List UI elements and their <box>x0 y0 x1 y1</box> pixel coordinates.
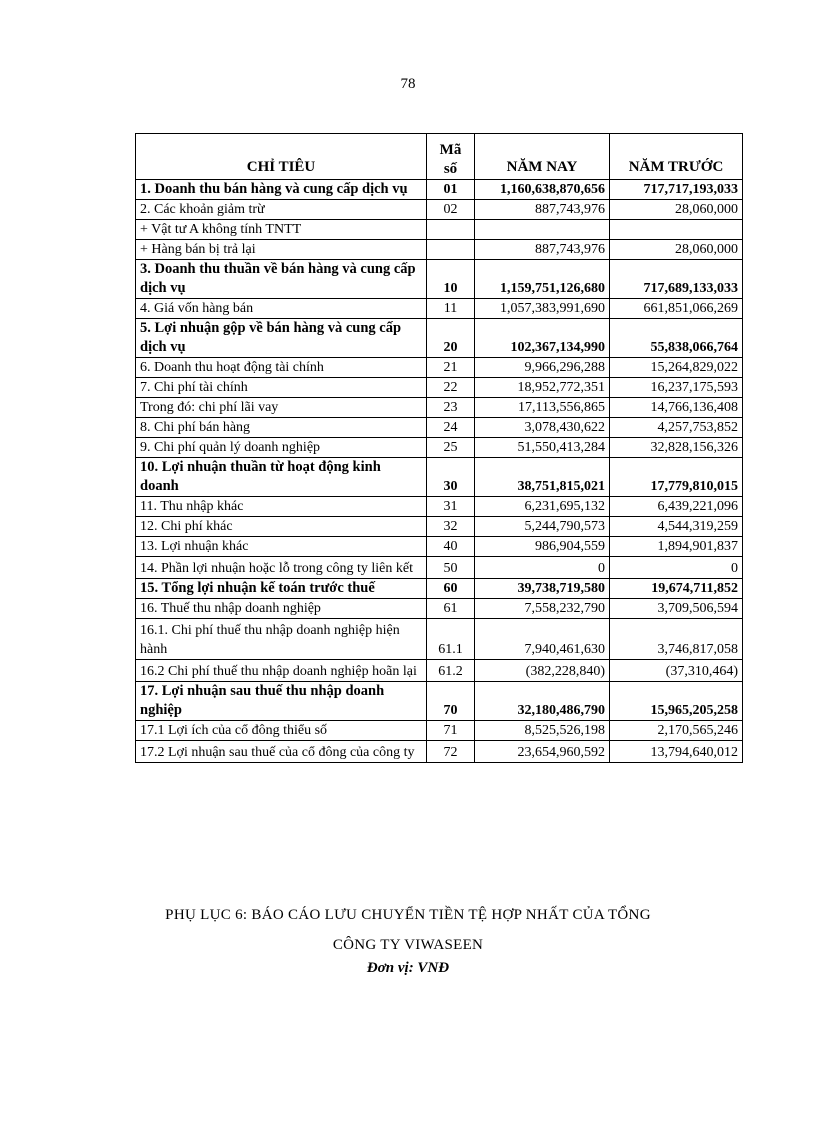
row-this-year: 1,159,751,126,680 <box>475 260 610 299</box>
row-last-year: 17,779,810,015 <box>610 458 743 497</box>
row-last-year: 717,689,133,033 <box>610 260 743 299</box>
header-code: Mã số <box>427 134 475 180</box>
row-this-year: 7,558,232,790 <box>475 599 610 619</box>
row-last-year: 32,828,156,326 <box>610 438 743 458</box>
row-code <box>427 240 475 260</box>
row-last-year: 13,794,640,012 <box>610 741 743 763</box>
row-label: 6. Doanh thu hoạt động tài chính <box>136 358 427 378</box>
row-last-year: 4,544,319,259 <box>610 517 743 537</box>
row-last-year: 28,060,000 <box>610 200 743 220</box>
row-last-year: 0 <box>610 557 743 579</box>
row-code: 71 <box>427 721 475 741</box>
row-label: 10. Lợi nhuận thuần từ hoạt động kinh doanh <box>136 458 427 497</box>
row-this-year: 9,966,296,288 <box>475 358 610 378</box>
row-label: 4. Giá vốn hàng bán <box>136 299 427 319</box>
row-last-year: 3,746,817,058 <box>610 619 743 660</box>
appendix-title <box>80 900 736 960</box>
row-last-year: 6,439,221,096 <box>610 497 743 517</box>
row-code: 23 <box>427 398 475 418</box>
row-code: 70 <box>427 682 475 721</box>
row-label: 13. Lợi nhuận khác <box>136 537 427 557</box>
row-this-year: 18,952,772,351 <box>475 378 610 398</box>
row-code: 20 <box>427 319 475 358</box>
table-row <box>136 619 743 660</box>
row-this-year: 1,160,638,870,656 <box>475 180 610 200</box>
table-row <box>136 378 743 398</box>
table-row <box>136 682 743 721</box>
row-code: 50 <box>427 557 475 579</box>
row-code: 11 <box>427 299 475 319</box>
row-this-year: 32,180,486,790 <box>475 682 610 721</box>
row-last-year: 1,894,901,837 <box>610 537 743 557</box>
unit-label: Đơn vị: VNĐ <box>366 960 450 976</box>
row-label: 17. Lợi nhuận sau thuế thu nhập doanh nghiệp <box>136 682 427 721</box>
row-code: 25 <box>427 438 475 458</box>
row-last-year: 2,170,565,246 <box>610 721 743 741</box>
table-row <box>136 240 743 260</box>
row-code <box>427 220 475 240</box>
table-row <box>136 458 743 497</box>
table-row <box>136 180 743 200</box>
table-row <box>136 220 743 240</box>
row-last-year: 19,674,711,852 <box>610 579 743 599</box>
row-this-year: 51,550,413,284 <box>475 438 610 458</box>
row-label: 2. Các khoản giảm trừ <box>136 200 427 220</box>
row-this-year: 102,367,134,990 <box>475 319 610 358</box>
row-last-year: 717,717,193,033 <box>610 180 743 200</box>
row-code: 61 <box>427 599 475 619</box>
row-label: 17.1 Lợi ích của cổ đông thiểu số <box>136 721 427 741</box>
income-statement-table <box>135 133 743 763</box>
row-this-year: 0 <box>475 557 610 579</box>
table-row <box>136 398 743 418</box>
row-this-year: 887,743,976 <box>475 240 610 260</box>
row-this-year: 887,743,976 <box>475 200 610 220</box>
row-this-year: 986,904,559 <box>475 537 610 557</box>
table-row <box>136 358 743 378</box>
table-row <box>136 260 743 299</box>
table-row <box>136 418 743 438</box>
row-this-year: 5,244,790,573 <box>475 517 610 537</box>
row-this-year: 23,654,960,592 <box>475 741 610 763</box>
row-code: 24 <box>427 418 475 438</box>
row-label: 14. Phần lợi nhuận hoặc lỗ trong công ty liên kết <box>136 557 427 579</box>
row-code: 60 <box>427 579 475 599</box>
row-label: + Vật tư A không tính TNTT <box>136 220 427 240</box>
row-code: 72 <box>427 741 475 763</box>
table-row <box>136 741 743 763</box>
table-row <box>136 319 743 358</box>
row-label: 9. Chi phí quản lý doanh nghiệp <box>136 438 427 458</box>
row-code: 40 <box>427 537 475 557</box>
row-last-year: 661,851,066,269 <box>610 299 743 319</box>
row-code: 32 <box>427 517 475 537</box>
page-number: 78 <box>400 76 416 92</box>
table-row <box>136 438 743 458</box>
row-this-year: 8,525,526,198 <box>475 721 610 741</box>
table-row <box>136 537 743 557</box>
row-this-year: 6,231,695,132 <box>475 497 610 517</box>
row-this-year: (382,228,840) <box>475 660 610 682</box>
row-last-year: 15,264,829,022 <box>610 358 743 378</box>
table-row <box>136 599 743 619</box>
row-code: 02 <box>427 200 475 220</box>
row-label: 16.2 Chi phí thuế thu nhập doanh nghiệp hoãn lại <box>136 660 427 682</box>
row-code: 61.1 <box>427 619 475 660</box>
row-this-year: 39,738,719,580 <box>475 579 610 599</box>
header-this-year: NĂM NAY <box>475 134 610 180</box>
row-last-year: 16,237,175,593 <box>610 378 743 398</box>
header-last-year: NĂM TRƯỚC <box>610 134 743 180</box>
table-row <box>136 200 743 220</box>
row-last-year: 4,257,753,852 <box>610 418 743 438</box>
row-label: 11. Thu nhập khác <box>136 497 427 517</box>
row-last-year: (37,310,464) <box>610 660 743 682</box>
row-last-year: 28,060,000 <box>610 240 743 260</box>
row-this-year: 7,940,461,630 <box>475 619 610 660</box>
row-code: 10 <box>427 260 475 299</box>
row-label: 12. Chi phí khác <box>136 517 427 537</box>
row-label: + Hàng bán bị trả lại <box>136 240 427 260</box>
appendix-title-line1: PHỤ LỤC 6: BÁO CÁO LƯU CHUYỂN TIỀN TỆ HỢP NHẤT CỦA TỔNG <box>165 907 651 923</box>
table-row <box>136 660 743 682</box>
row-label: 1. Doanh thu bán hàng và cung cấp dịch vụ <box>136 180 427 200</box>
row-this-year: 17,113,556,865 <box>475 398 610 418</box>
row-this-year <box>475 220 610 240</box>
table-row <box>136 517 743 537</box>
table-row <box>136 579 743 599</box>
row-last-year: 14,766,136,408 <box>610 398 743 418</box>
row-this-year: 38,751,815,021 <box>475 458 610 497</box>
table-row <box>136 299 743 319</box>
table-row <box>136 557 743 579</box>
row-code: 22 <box>427 378 475 398</box>
row-label: 8. Chi phí bán hàng <box>136 418 427 438</box>
row-last-year <box>610 220 743 240</box>
row-code: 21 <box>427 358 475 378</box>
row-this-year: 1,057,383,991,690 <box>475 299 610 319</box>
header-indicator: CHỈ TIÊU <box>136 134 427 180</box>
row-code: 01 <box>427 180 475 200</box>
row-label: 5. Lợi nhuận gộp về bán hàng và cung cấp dịch vụ <box>136 319 427 358</box>
appendix-title-line2: CÔNG TY VIWASEEN <box>332 937 484 953</box>
row-last-year: 3,709,506,594 <box>610 599 743 619</box>
row-label: 15. Tổng lợi nhuận kế toán trước thuế <box>136 579 427 599</box>
row-last-year: 15,965,205,258 <box>610 682 743 721</box>
table-row <box>136 497 743 517</box>
table-header-row <box>136 134 743 180</box>
row-this-year: 3,078,430,622 <box>475 418 610 438</box>
row-last-year: 55,838,066,764 <box>610 319 743 358</box>
row-label: Trong đó: chi phí lãi vay <box>136 398 427 418</box>
table-row <box>136 721 743 741</box>
row-code: 31 <box>427 497 475 517</box>
row-label: 16. Thuế thu nhập doanh nghiệp <box>136 599 427 619</box>
table-body <box>136 180 743 763</box>
row-code: 61.2 <box>427 660 475 682</box>
row-code: 30 <box>427 458 475 497</box>
row-label: 16.1. Chi phí thuế thu nhập doanh nghiệp hiện hành <box>136 619 427 660</box>
row-label: 17.2 Lợi nhuận sau thuế của cổ đông của công ty <box>136 741 427 763</box>
row-label: 3. Doanh thu thuần về bán hàng và cung cấp dịch vụ <box>136 260 427 299</box>
row-label: 7. Chi phí tài chính <box>136 378 427 398</box>
